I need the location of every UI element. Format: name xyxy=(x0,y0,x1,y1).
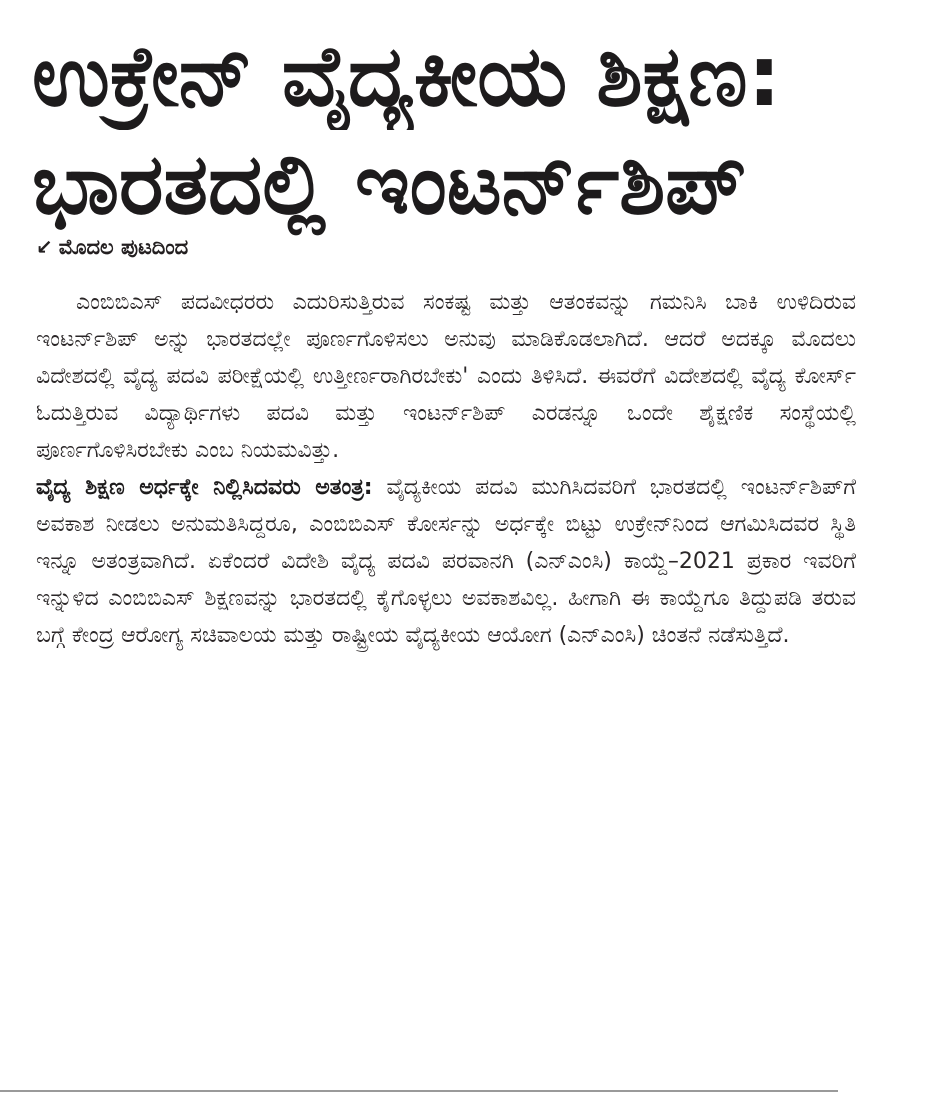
article-subhead: ವೈದ್ಯ ಶಿಕ್ಷಣ ಅರ್ಧಕ್ಕೇ ನಿಲ್ಲಿಸಿದವರು ಅತಂತ್ರ: xyxy=(36,475,373,500)
headline xyxy=(32,22,892,238)
continued-from-text: ಮೊದಲ ಪುಟದಿಂದ xyxy=(58,235,189,259)
article-paragraph-1: ಎಂಬಿಬಿಎಸ್ ಪದವೀಧರರು ಎದುರಿಸುತ್ತಿರುವ ಸಂಕಷ್ಟ ಮತ್ತು ಆತಂಕವನ್ನು ಗಮನಿಸಿ ಬಾಕಿ ಉಳಿದಿರುವ ಇಂಟರ್ನ್‌ಶಿಪ್ ಅನ್ನು ಭಾರತದಲ್ಲೇ ಪೂರ್ಣಗೊಳಿಸಲು ಅನುವು ಮಾಡಿಕೊಡಲಾಗಿದೆ. ಆದರೆ ಅದಕ್ಕೂ ಮೊದಲು ವಿದೇಶದಲ್ಲಿ ವೈದ್ಯ ಪದವಿ ಪರೀಕ್ಷೆಯಲ್ಲಿ ಉತ್ತೀರ್ಣರಾಗಿರಬೇಕು' ಎಂದು ತಿಳಿಸಿದೆ. ಈವರೆಗೆ ವಿದೇಶದಲ್ಲಿ ವೈದ್ಯ ಕೋರ್ಸ್ ಓದುತ್ತಿರುವ ವಿದ್ಯಾರ್ಥಿಗಳು ಪದವಿ ಮತ್ತು ಇಂಟರ್ನ್‌ಶಿಪ್ ಎರಡನ್ನೂ ಒಂದೇ ಶೈಕ್ಷಣಿಕ ಸಂಸ್ಥೆಯಲ್ಲಿ ಪೂರ್ಣಗೊಳಿಸಿರಬೇಕು ಎಂಬ ನಿಯಮವಿತ್ತು. xyxy=(36,290,856,463)
headline-line-2: ಭಾರತದಲ್ಲಿ ಇಂಟರ್ನ್‌ಶಿಪ್ xyxy=(32,135,747,233)
article-paragraph-2 xyxy=(36,469,856,654)
continued-from-label xyxy=(36,232,188,262)
article-paragraph-2-text: ವೈದ್ಯಕೀಯ ಪದವಿ ಮುಗಿಸಿದವರಿಗೆ ಭಾರತದಲ್ಲಿ ಇಂಟರ್ನ್‌ಶಿಪ್‌ಗೆ ಅವಕಾಶ ನೀಡಲು ಅನುಮತಿಸಿದ್ದರೂ, ಎಂಬಿಬಿಎಸ್ ಕೋರ್ಸನ್ನು ಅರ್ಧಕ್ಕೇ ಬಿಟ್ಟು ಉಕ್ರೇನ್‌ನಿಂದ ಆಗಮಿಸಿದವರ ಸ್ಥಿತಿ ಇನ್ನೂ ಅತಂತ್ರವಾಗಿದೆ. ಏಕೆಂದರೆ ವಿದೇಶಿ ವೈದ್ಯ ಪದವಿ ಪರವಾನಗಿ (ಎನ್‌ಎಂಸಿ) ಕಾಯ್ದೆ–2021 ಪ್ರಕಾರ ಇವರಿಗೆ ಇನ್ನುಳಿದ ಎಂಬಿಬಿಎಸ್ ಶಿಕ್ಷಣವನ್ನು ಭಾರತದಲ್ಲಿ ಕೈಗೊಳ್ಳಲು ಅವಕಾಶವಿಲ್ಲ. ಹೀಗಾಗಿ ಈ ಕಾಯ್ದೆಗೂ ತಿದ್ದುಪಡಿ ತರುವ ಬಗ್ಗೆ ಕೇಂದ್ರ ಆರೋಗ್ಯ ಸಚಿವಾಲಯ ಮತ್ತು ರಾಷ್ಟ್ರೀಯ ವೈದ್ಯಕೀಯ ಆಯೋಗ (ಎನ್‌ಎಂಸಿ) ಚಿಂತನೆ ನಡೆಸುತ್ತಿದೆ. xyxy=(36,475,856,648)
headline-line-1: ಉಕ್ರೇನ್ ವೈದ್ಯಕೀಯ ಶಿಕ್ಷಣ: xyxy=(32,27,782,125)
article-body xyxy=(36,284,856,654)
arrow-down-left-icon: ↙ xyxy=(36,235,53,259)
bottom-divider xyxy=(0,1090,838,1092)
